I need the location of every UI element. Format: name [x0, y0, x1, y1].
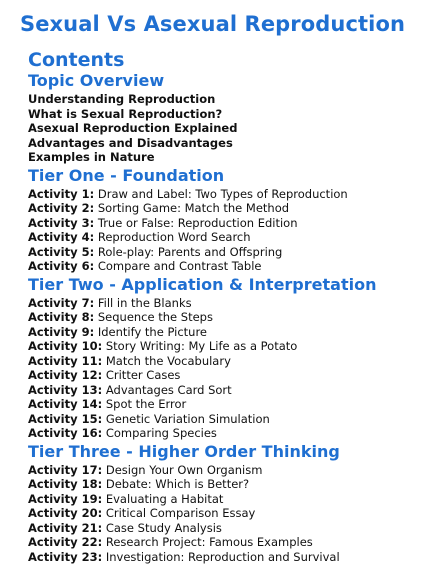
activity-title: Match the Vocabulary [105, 353, 231, 368]
activity-number: Activity 4: [28, 230, 95, 244]
activity-title: Compare and Contrast Table [97, 259, 262, 273]
activity-item [28, 463, 418, 478]
activity-item [28, 550, 418, 565]
contents-heading: Contents [28, 49, 125, 71]
activity-item [28, 535, 418, 550]
section-heading-tier-one: Tier One - Foundation [28, 165, 225, 185]
activity-item [28, 354, 418, 369]
activity-number: Activity 15: [28, 411, 103, 426]
section-heading-tier-two: Tier Two - Application & Interpretation [28, 274, 377, 294]
activity-number: Activity 5: [28, 244, 95, 259]
activity-number: Activity 7: [28, 295, 95, 310]
overview-item: Advantages and Disadvantages [28, 135, 233, 150]
activity-number: Activity 6: [28, 259, 95, 273]
activity-item [28, 506, 418, 521]
activity-title: Role-play: Parents and Offspring [97, 244, 283, 259]
page-title: Sexual Vs Asexual Reproduction [19, 12, 406, 36]
activity-item [28, 477, 418, 492]
activity-item [28, 296, 418, 311]
activity-number: Activity 19: [28, 491, 103, 506]
activity-number: Activity 12: [28, 368, 103, 382]
activity-item [28, 339, 418, 354]
section-heading-topic-overview: Topic Overview [28, 71, 165, 90]
activity-item [28, 492, 418, 507]
overview-item: Asexual Reproduction Explained [28, 121, 238, 135]
activity-item [28, 368, 418, 383]
activity-title: Critter Cases [105, 368, 181, 382]
activity-title: Investigation: Reproduction and Survival [105, 549, 340, 564]
activity-number: Activity 3: [28, 215, 95, 230]
activity-title: True or False: Reproduction Edition [97, 215, 298, 230]
activity-title: Spot the Error [105, 397, 187, 411]
contents-list [28, 70, 418, 564]
activity-title: Draw and Label: Two Types of Reproduction [97, 186, 348, 201]
activity-title: Critical Comparison Essay [105, 506, 256, 520]
activity-title: Reproduction Word Search [97, 230, 251, 244]
activity-number: Activity 1: [28, 186, 95, 201]
activity-title: Debate: Which is Better? [105, 477, 250, 491]
activity-item [28, 216, 418, 231]
activity-item [28, 230, 418, 245]
activity-title: Comparing Species [105, 426, 217, 440]
activity-number: Activity 8: [28, 310, 95, 324]
activity-item [28, 521, 418, 536]
activity-title: Evaluating a Habitat [105, 491, 224, 506]
activity-number: Activity 20: [28, 506, 103, 520]
activity-number: Activity 16: [28, 426, 103, 440]
activity-number: Activity 22: [28, 535, 103, 549]
activity-item [28, 426, 418, 441]
activity-item [28, 310, 418, 325]
activity-title: Sequence the Steps [97, 310, 213, 324]
activity-number: Activity 14: [28, 397, 103, 411]
overview-item: What is Sexual Reproduction? [28, 106, 223, 121]
activity-item [28, 397, 418, 412]
activity-number: Activity 23: [28, 549, 103, 564]
section-heading-tier-three: Tier Three - Higher Order Thinking [28, 441, 340, 461]
activity-title: Research Project: Famous Examples [105, 535, 313, 549]
activity-title: Fill in the Blanks [97, 295, 192, 310]
activity-number: Activity 10: [28, 339, 103, 353]
activity-number: Activity 13: [28, 382, 103, 397]
activity-number: Activity 21: [28, 520, 103, 535]
activity-number: Activity 2: [28, 201, 95, 215]
activity-number: Activity 11: [28, 353, 103, 368]
activity-item [28, 325, 418, 340]
activity-item [28, 201, 418, 216]
activity-title: Advantages Card Sort [105, 382, 232, 397]
activity-title: Sorting Game: Match the Method [97, 201, 290, 215]
activity-title: Identify the Picture [97, 324, 208, 339]
activity-number: Activity 17: [28, 462, 103, 477]
activity-title: Case Study Analysis [105, 520, 222, 535]
overview-item: Understanding Reproduction [28, 92, 216, 106]
activity-item [28, 245, 418, 260]
activity-item [28, 259, 418, 274]
overview-item: Examples in Nature [28, 150, 155, 164]
activity-item [28, 383, 418, 398]
activity-item [28, 187, 418, 202]
activity-title: Story Writing: My Life as a Potato [105, 339, 298, 353]
activity-title: Genetic Variation Simulation [105, 411, 270, 426]
activity-number: Activity 18: [28, 477, 103, 491]
activity-title: Design Your Own Organism [105, 462, 263, 477]
activity-item [28, 412, 418, 427]
activity-number: Activity 9: [28, 324, 95, 339]
